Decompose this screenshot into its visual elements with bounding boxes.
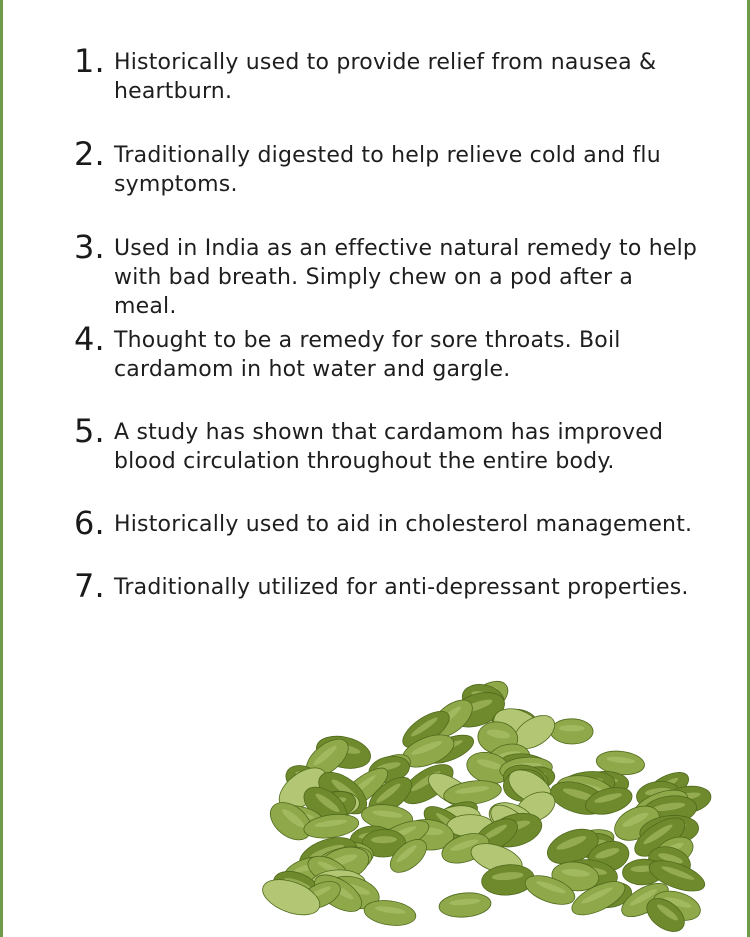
benefit-text: A study has shown that cardamom has improved blood circulation throughout the entire body. (114, 420, 664, 474)
benefit-number: 2. (74, 135, 105, 173)
benefit-number: 6. (74, 504, 105, 542)
benefit-item-1 (74, 42, 674, 106)
benefit-text: Used in India as an effective natural remedy to help with bad breath. Simply chew on a pod after a meal. (114, 236, 698, 319)
benefit-item-6 (74, 504, 714, 542)
benefit-text: Thought to be a remedy for sore throats. Boil cardamom in hot water and gargle. (114, 328, 621, 382)
benefit-number: 4. (74, 320, 105, 358)
benefit-item-7 (74, 567, 714, 605)
cardamom-pods-image (250, 665, 720, 935)
benefit-text: Historically used to aid in cholesterol management. (114, 512, 693, 537)
benefit-number: 3. (74, 228, 105, 266)
frame-border-left (0, 0, 3, 937)
benefit-number: 5. (74, 412, 105, 450)
benefit-item-5 (74, 412, 674, 476)
benefit-item-3 (74, 228, 699, 321)
cardamom-pod (550, 719, 593, 744)
benefit-item-2 (74, 135, 674, 199)
benefit-number: 7. (74, 567, 105, 605)
benefit-text: Traditionally digested to help relieve cold and flu symptoms. (114, 143, 661, 197)
benefit-number: 1. (74, 42, 105, 80)
benefit-item-4 (74, 320, 634, 384)
benefit-text: Traditionally utilized for anti-depressant properties. (114, 575, 689, 600)
benefit-text: Historically used to provide relief from nausea & heartburn. (114, 50, 657, 104)
